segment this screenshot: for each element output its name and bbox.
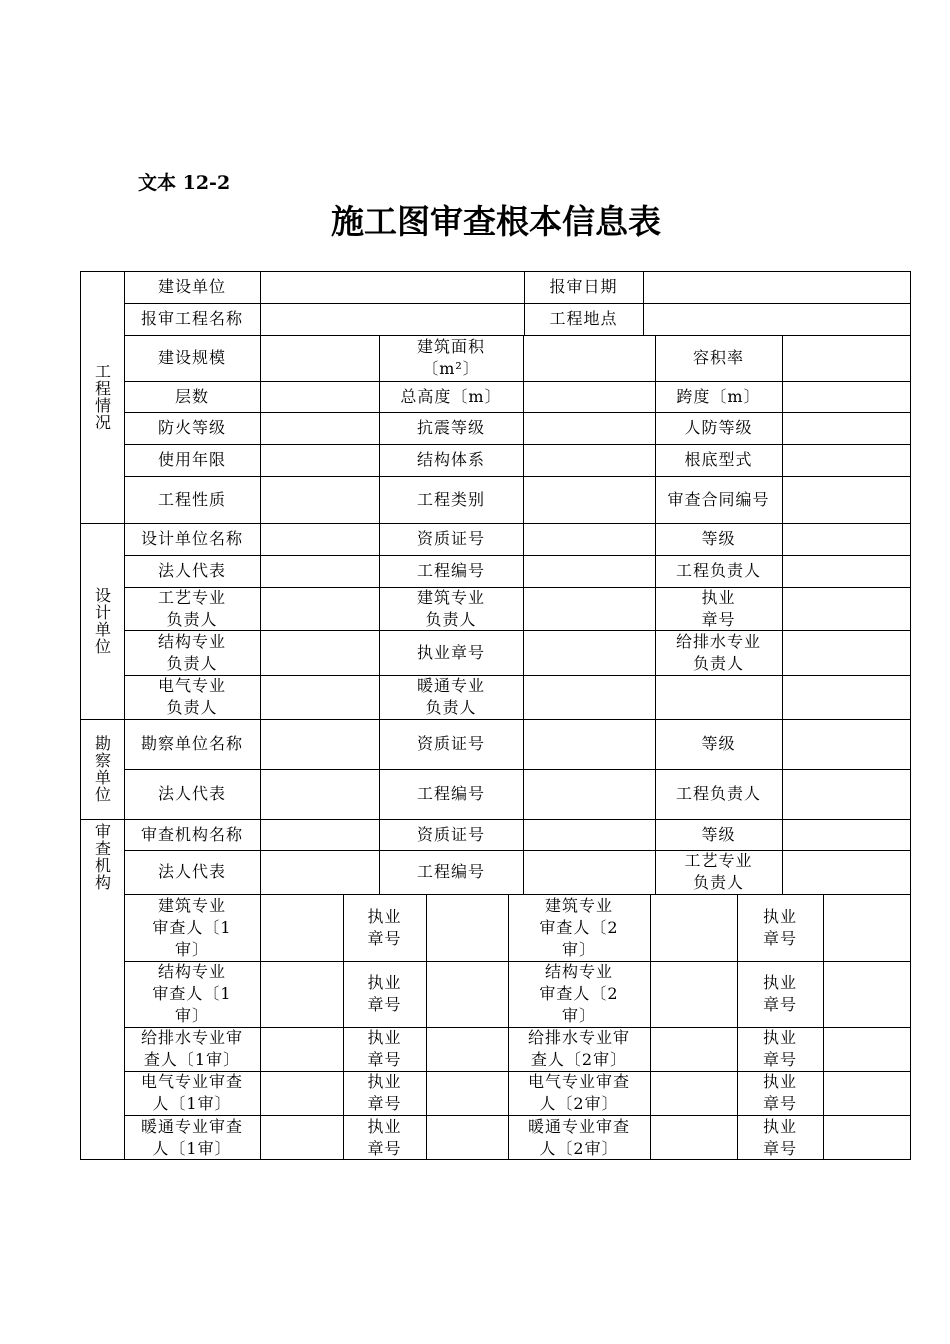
label-survey-qualification bbox=[379, 719, 523, 769]
label-review-process-lead-text: 工艺专业 bbox=[684, 851, 753, 870]
label-design-arch-lead-text: 负责人 bbox=[425, 609, 477, 629]
label-reviewer-seal-text: 章号 bbox=[367, 928, 402, 948]
label-submit-date-text: 报审日期 bbox=[549, 277, 618, 296]
grid-line-v bbox=[643, 271, 644, 335]
label-survey-project-lead bbox=[655, 769, 782, 819]
label-reviewer-elec-1-text: 电气专业审查 bbox=[140, 1072, 243, 1091]
label-reviewer-plumbing-1 bbox=[124, 1027, 260, 1071]
label-survey-project-lead-text: 工程负责人 bbox=[675, 784, 761, 803]
label-reviewer-seal-text: 章号 bbox=[367, 1094, 402, 1113]
label-review-process-lead bbox=[655, 850, 782, 894]
label-survey-legal-rep-text: 法人代表 bbox=[157, 784, 226, 803]
label-design-project-no-text: 工程编号 bbox=[416, 561, 485, 580]
grid-line-v bbox=[426, 894, 427, 1160]
label-builder-text: 建设单位 bbox=[157, 277, 226, 296]
label-floor-area bbox=[379, 335, 523, 381]
label-reviewer-seal bbox=[737, 894, 823, 961]
label-survey-qualification-text: 资质证号 bbox=[416, 734, 485, 753]
label-nature bbox=[124, 476, 260, 523]
label-reviewer-seal-text: 章号 bbox=[762, 1050, 797, 1069]
label-reviewer-seal-text: 章号 bbox=[367, 1050, 402, 1069]
label-seismic-grade bbox=[379, 412, 523, 444]
section-label-survey: 勘察单位 bbox=[92, 735, 112, 803]
label-reviewer-seal bbox=[737, 1071, 823, 1115]
label-design-elec-lead-text: 负责人 bbox=[166, 698, 218, 717]
label-review-legal-rep-text: 法人代表 bbox=[157, 862, 226, 881]
label-reviewer-seal-text: 章号 bbox=[762, 995, 797, 1014]
label-survey-grade-text: 等级 bbox=[701, 734, 736, 753]
label-design-seal-no bbox=[379, 630, 523, 675]
label-reviewer-elec-1-text: 人〔1审〕 bbox=[152, 1094, 232, 1113]
label-reviewer-seal-text: 章号 bbox=[367, 995, 402, 1014]
label-fire-grade-text: 防火等级 bbox=[157, 418, 226, 437]
label-design-process-lead-text: 负责人 bbox=[166, 609, 218, 629]
label-reviewer-seal bbox=[737, 961, 823, 1027]
label-builder bbox=[124, 271, 260, 303]
label-submit-date bbox=[524, 271, 643, 303]
label-reviewer-seal-text: 章号 bbox=[762, 1138, 797, 1158]
label-reviewer-seal-text: 章号 bbox=[762, 928, 797, 948]
label-foundation-type bbox=[655, 444, 782, 476]
label-reviewer-elec-2 bbox=[508, 1071, 650, 1115]
label-service-life-text: 使用年限 bbox=[157, 450, 226, 469]
label-foundation-type-text: 根底型式 bbox=[684, 450, 753, 469]
label-reviewer-hvac-1-text: 人〔1审〕 bbox=[152, 1138, 232, 1158]
label-reviewer-struct-1-text: 审查人〔1 bbox=[152, 984, 232, 1003]
label-design-project-lead bbox=[655, 555, 782, 587]
label-span-text: 跨度〔m〕 bbox=[676, 386, 761, 406]
label-design-struct-lead-text: 结构专业 bbox=[157, 631, 226, 651]
label-reviewer-seal-text: 执业 bbox=[367, 1116, 402, 1136]
label-reviewer-arch-1 bbox=[124, 894, 260, 961]
label-survey-legal-rep bbox=[124, 769, 260, 819]
label-reviewer-seal-text: 执业 bbox=[762, 1116, 797, 1136]
label-reviewer-struct-2-text: 审〕 bbox=[561, 1006, 596, 1025]
label-project-name-text: 报审工程名称 bbox=[140, 309, 243, 328]
label-reviewer-seal bbox=[343, 894, 426, 961]
label-reviewer-arch-1-text: 审〕 bbox=[174, 939, 209, 959]
label-design-qualification bbox=[379, 523, 523, 555]
label-civil-defense-text: 人防等级 bbox=[684, 418, 753, 437]
label-design-arch-lead-text: 建筑专业 bbox=[416, 587, 485, 607]
label-structure-system bbox=[379, 444, 523, 476]
label-plot-ratio-text: 容积率 bbox=[692, 348, 744, 367]
label-reviewer-seal bbox=[343, 961, 426, 1027]
label-reviewer-plumbing-1-text: 给排水专业审 bbox=[140, 1028, 243, 1047]
label-reviewer-elec-1 bbox=[124, 1071, 260, 1115]
label-design-elec-lead-text: 电气专业 bbox=[157, 676, 226, 695]
label-design-unit bbox=[124, 523, 260, 555]
label-category bbox=[379, 476, 523, 523]
label-reviewer-arch-2-text: 审〕 bbox=[561, 939, 596, 959]
label-reviewer-arch-2 bbox=[508, 894, 650, 961]
label-design-struct-lead bbox=[124, 630, 260, 675]
label-review-project-no bbox=[379, 850, 523, 894]
label-design-process-lead bbox=[124, 587, 260, 630]
label-design-grade-text: 等级 bbox=[701, 529, 736, 548]
label-survey-project-no-text: 工程编号 bbox=[416, 784, 485, 803]
label-review-grade bbox=[655, 819, 782, 850]
label-floor-area-text: 〔m²〕 bbox=[422, 359, 480, 378]
section-label-project: 工程情况 bbox=[92, 363, 112, 431]
label-design-grade bbox=[655, 523, 782, 555]
label-design-hvac-lead bbox=[379, 675, 523, 719]
label-design-plumbing-lead-text: 给排水专业 bbox=[675, 631, 761, 651]
label-design-legal-rep bbox=[124, 555, 260, 587]
grid-line-v bbox=[782, 335, 783, 894]
label-reviewer-arch-1-text: 审查人〔1 bbox=[152, 917, 232, 937]
grid-line-v bbox=[523, 335, 524, 894]
page-title: 施工图审查根本信息表 bbox=[331, 202, 661, 241]
label-height-text: 总高度〔m〕 bbox=[400, 386, 502, 406]
label-design-hvac-lead-text: 暖通专业 bbox=[416, 676, 485, 695]
label-reviewer-seal-text: 执业 bbox=[762, 1072, 797, 1091]
label-reviewer-arch-2-text: 建筑专业 bbox=[544, 895, 613, 915]
label-design-seal-text: 执业 bbox=[701, 587, 736, 607]
label-design-project-lead-text: 工程负责人 bbox=[675, 561, 761, 580]
label-design-struct-lead-text: 负责人 bbox=[166, 653, 218, 673]
label-reviewer-hvac-1-text: 暖通专业审查 bbox=[140, 1116, 243, 1136]
label-location bbox=[524, 303, 643, 335]
label-reviewer-seal-text: 执业 bbox=[762, 906, 797, 926]
label-design-project-no bbox=[379, 555, 523, 587]
label-contract-no-text: 审查合同编号 bbox=[667, 489, 770, 509]
label-review-org bbox=[124, 819, 260, 850]
label-service-life bbox=[124, 444, 260, 476]
section-label-review: 审查机构 bbox=[92, 822, 112, 891]
label-location-text: 工程地点 bbox=[549, 309, 618, 328]
label-reviewer-plumbing-2-text: 给排水专业审 bbox=[527, 1028, 630, 1047]
label-structure-system-text: 结构体系 bbox=[416, 450, 485, 469]
label-design-hvac-lead-text: 负责人 bbox=[425, 698, 477, 717]
label-reviewer-seal-text: 执业 bbox=[367, 1072, 402, 1091]
label-survey-grade bbox=[655, 719, 782, 769]
label-design-arch-lead bbox=[379, 587, 523, 630]
grid-line-v bbox=[260, 271, 261, 335]
label-design-legal-rep-text: 法人代表 bbox=[157, 561, 226, 580]
label-span bbox=[655, 381, 782, 412]
label-design-seal-text: 章号 bbox=[701, 609, 736, 629]
label-reviewer-hvac-2-text: 人〔2审〕 bbox=[539, 1138, 619, 1158]
label-scale-text: 建设规模 bbox=[157, 348, 226, 367]
label-review-grade-text: 等级 bbox=[701, 824, 736, 844]
label-survey-unit bbox=[124, 719, 260, 769]
label-reviewer-seal-text: 执业 bbox=[367, 906, 402, 926]
label-design-seal-no-text: 执业章号 bbox=[416, 642, 485, 662]
label-reviewer-seal-text: 章号 bbox=[367, 1138, 402, 1158]
label-reviewer-seal bbox=[737, 1115, 823, 1160]
label-reviewer-seal-text: 执业 bbox=[367, 973, 402, 992]
label-category-text: 工程类别 bbox=[416, 489, 485, 509]
label-review-project-no-text: 工程编号 bbox=[416, 862, 485, 881]
label-reviewer-hvac-2 bbox=[508, 1115, 650, 1160]
label-reviewer-struct-2-text: 结构专业 bbox=[544, 962, 613, 981]
label-survey-unit-text: 勘察单位名称 bbox=[140, 734, 243, 753]
document-number: 文本 12-2 bbox=[138, 172, 231, 194]
label-design-unit-text: 设计单位名称 bbox=[140, 529, 243, 548]
label-review-legal-rep bbox=[124, 850, 260, 894]
label-reviewer-seal-text: 执业 bbox=[762, 973, 797, 992]
label-reviewer-elec-2-text: 电气专业审查 bbox=[527, 1072, 630, 1091]
label-design-process-lead-text: 工艺专业 bbox=[157, 587, 226, 607]
label-reviewer-struct-1-text: 结构专业 bbox=[157, 962, 226, 981]
label-seismic-grade-text: 抗震等级 bbox=[416, 418, 485, 437]
grid-line-v bbox=[650, 894, 651, 1160]
label-reviewer-seal bbox=[737, 1027, 823, 1071]
label-reviewer-struct-2 bbox=[508, 961, 650, 1027]
label-reviewer-hvac-1 bbox=[124, 1115, 260, 1160]
label-reviewer-seal-text: 执业 bbox=[367, 1028, 402, 1047]
label-reviewer-struct-1 bbox=[124, 961, 260, 1027]
label-reviewer-arch-1-text: 建筑专业 bbox=[157, 895, 226, 915]
label-reviewer-seal bbox=[343, 1115, 426, 1160]
label-civil-defense bbox=[655, 412, 782, 444]
label-floor-area-text: 建筑面积 bbox=[416, 337, 485, 356]
label-contract-no bbox=[655, 476, 782, 523]
label-reviewer-elec-2-text: 人〔2审〕 bbox=[539, 1094, 619, 1113]
label-review-org-text: 审查机构名称 bbox=[140, 824, 243, 844]
label-scale bbox=[124, 335, 260, 381]
label-reviewer-seal-text: 执业 bbox=[762, 1028, 797, 1047]
label-reviewer-struct-1-text: 审〕 bbox=[174, 1006, 209, 1025]
label-reviewer-seal bbox=[343, 1071, 426, 1115]
label-review-process-lead-text: 负责人 bbox=[692, 873, 744, 892]
label-reviewer-struct-2-text: 审查人〔2 bbox=[539, 984, 619, 1003]
grid-line-v bbox=[823, 894, 824, 1160]
label-design-seal bbox=[655, 587, 782, 630]
label-reviewer-plumbing-1-text: 查人〔1审〕 bbox=[143, 1050, 241, 1069]
grid-line-v bbox=[260, 335, 261, 894]
label-floors bbox=[124, 381, 260, 412]
label-design-elec-lead bbox=[124, 675, 260, 719]
label-survey-project-no bbox=[379, 769, 523, 819]
label-reviewer-plumbing-2 bbox=[508, 1027, 650, 1071]
label-height bbox=[379, 381, 523, 412]
label-nature-text: 工程性质 bbox=[157, 489, 226, 509]
label-reviewer-seal-text: 章号 bbox=[762, 1094, 797, 1113]
label-project-name bbox=[124, 303, 260, 335]
label-reviewer-arch-2-text: 审查人〔2 bbox=[539, 917, 619, 937]
label-floors-text: 层数 bbox=[174, 386, 209, 406]
grid-line-v bbox=[260, 894, 261, 1160]
label-design-plumbing-lead bbox=[655, 630, 782, 675]
label-design-plumbing-lead-text: 负责人 bbox=[692, 653, 744, 673]
label-fire-grade bbox=[124, 412, 260, 444]
label-review-qualification bbox=[379, 819, 523, 850]
label-design-qualification-text: 资质证号 bbox=[416, 529, 485, 548]
label-review-qualification-text: 资质证号 bbox=[416, 824, 485, 844]
label-reviewer-plumbing-2-text: 查人〔2审〕 bbox=[530, 1050, 628, 1069]
label-plot-ratio bbox=[655, 335, 782, 381]
section-label-design: 设计单位 bbox=[92, 587, 112, 655]
label-reviewer-hvac-2-text: 暖通专业审查 bbox=[527, 1116, 630, 1136]
label-reviewer-seal bbox=[343, 1027, 426, 1071]
